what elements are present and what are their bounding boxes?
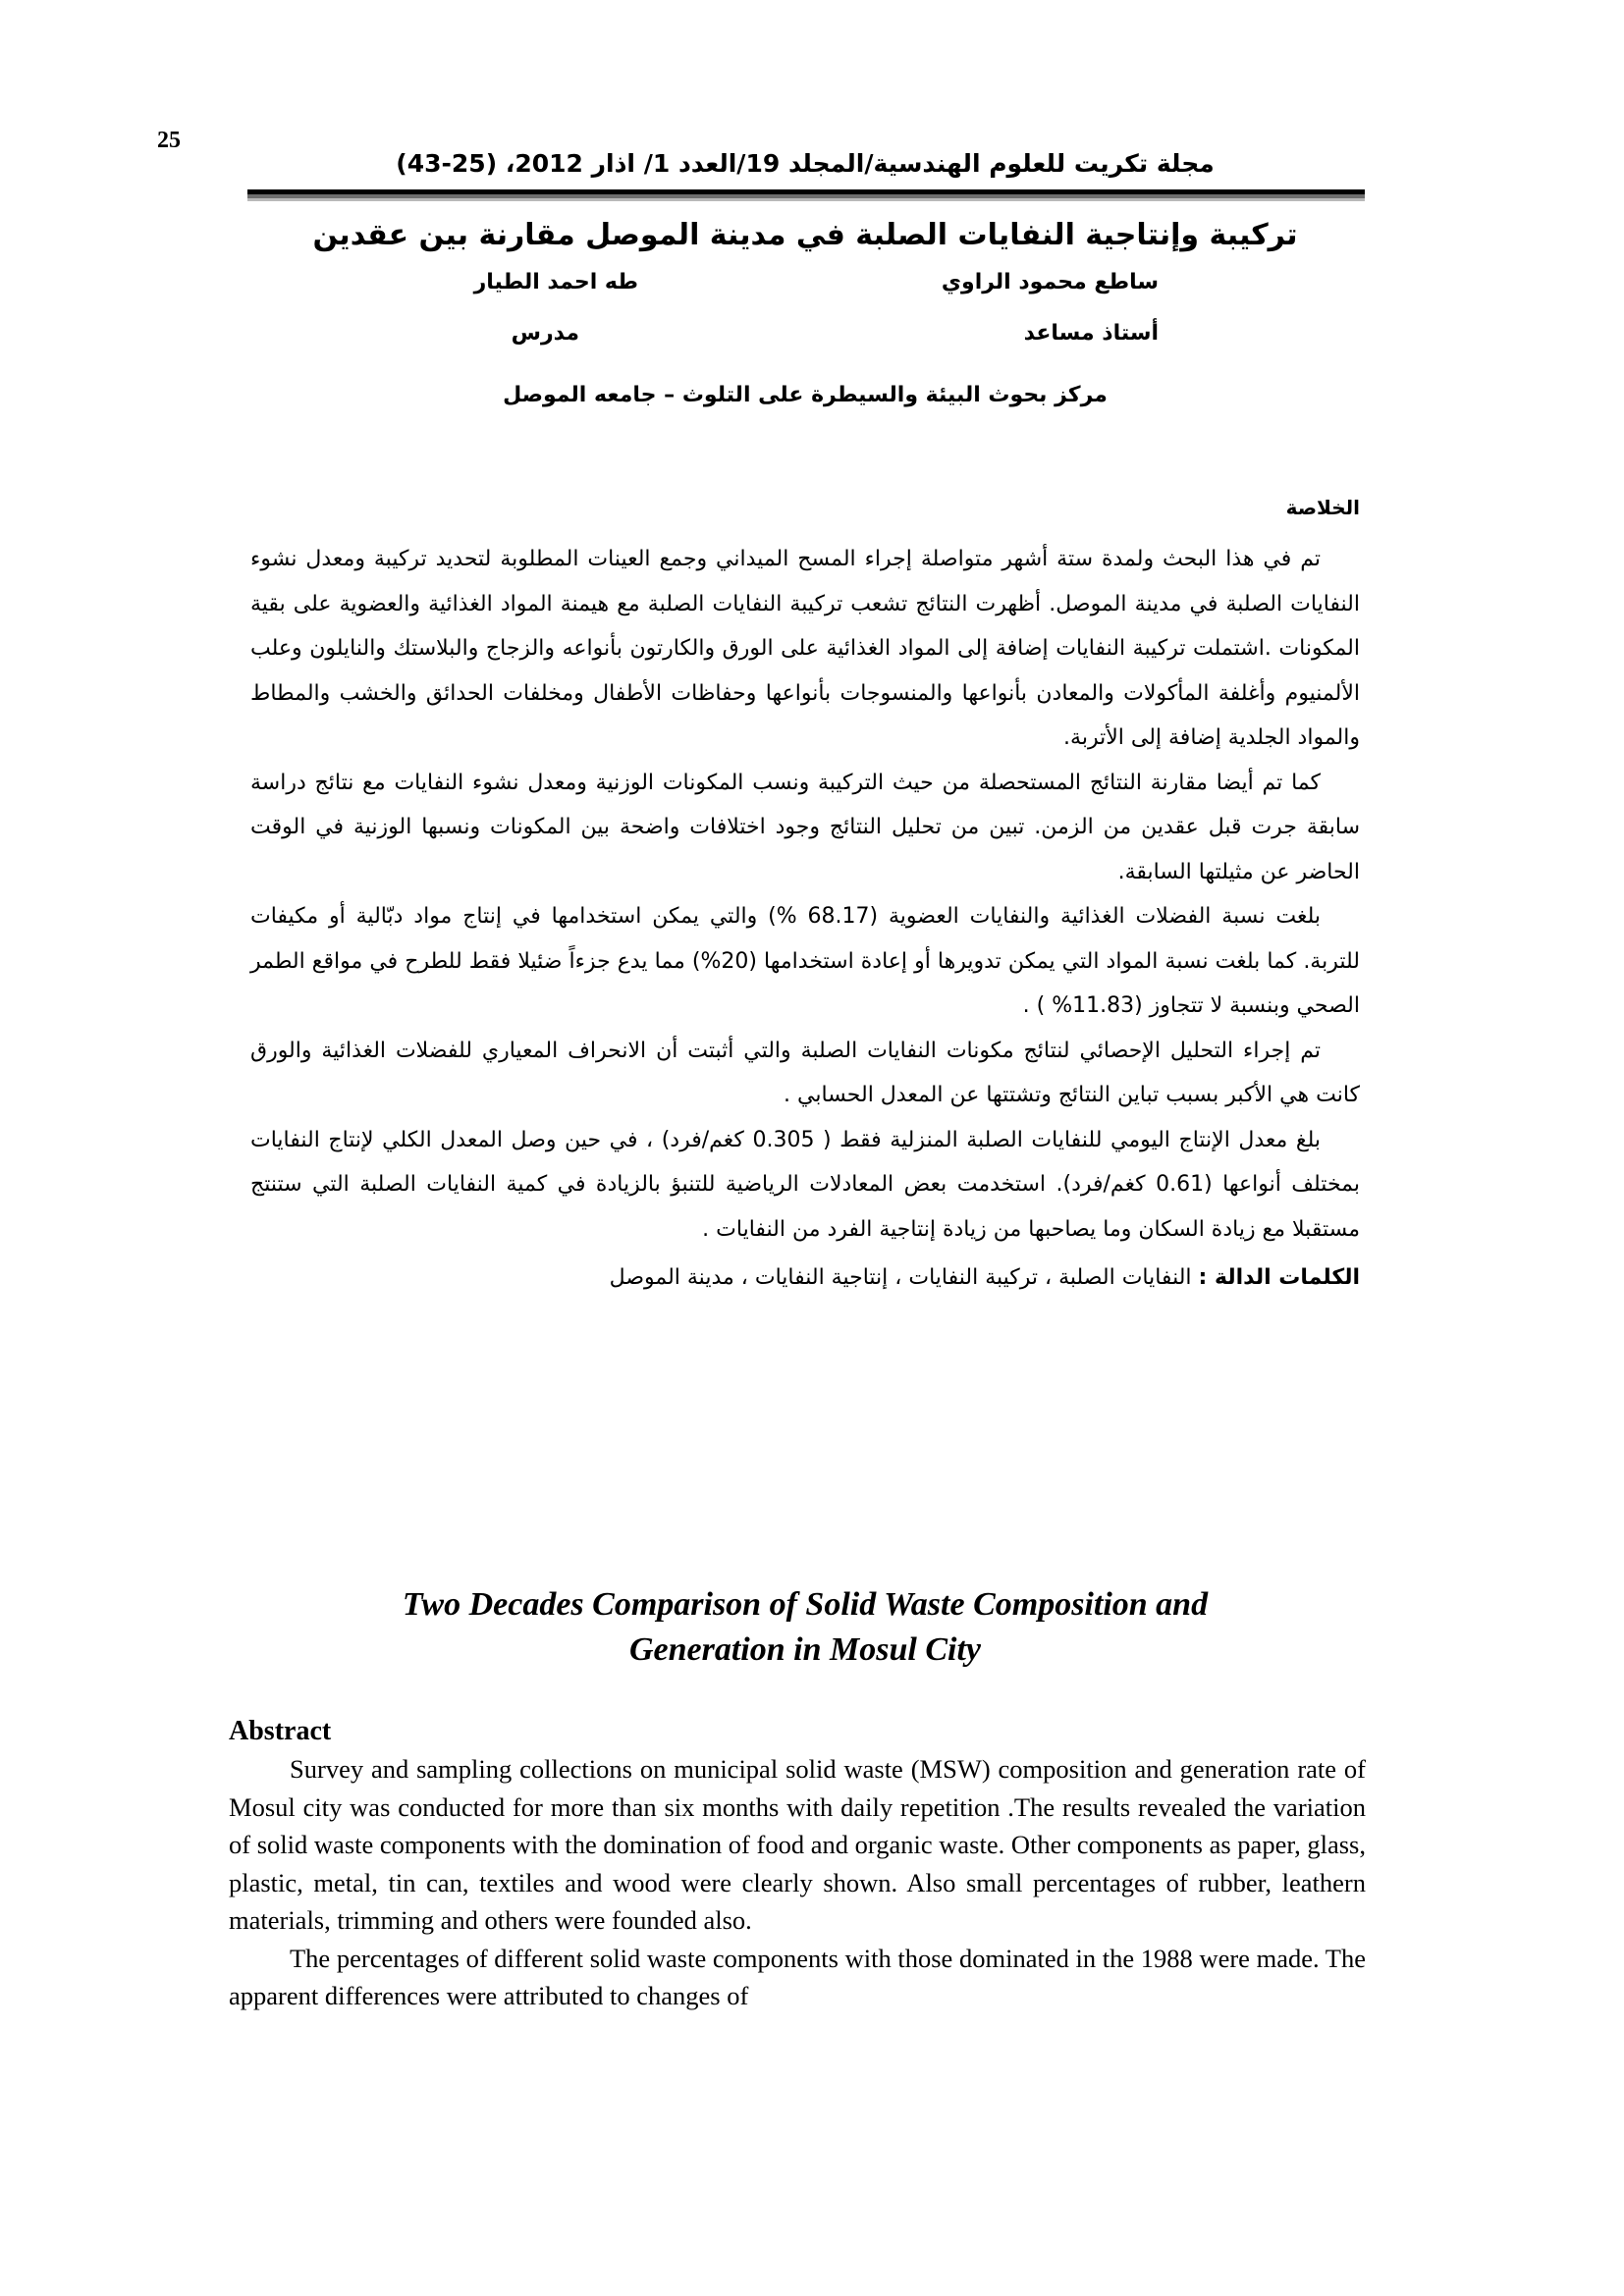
arabic-abstract-paragraph: بلغ معدل الإنتاج اليومي للنفايات الصلبة المنزلية فقط ( 0.305 كغم/فرد) ، في حين وصل المعدل الكلي لإنتاج النفايات بمختلف أنواعها (0.61 كغم/فرد). استخدمت بعض المعادلات الرياضية للتنبؤ بالزيادة في كمية النفايات الصلبة التي ستنتج مستقبلا مع زيادة السكان وما يصاحبها من زيادة إنتاجية الفرد من النفايات . bbox=[250, 1127, 1360, 1242]
affiliation: مركز بحوث البيئة والسيطرة على التلوث – جامعه الموصل bbox=[503, 383, 1108, 407]
english-abstract-heading: Abstract bbox=[229, 1716, 332, 1746]
author-rank: أستاذ مساعد bbox=[1023, 321, 1159, 346]
header-rule bbox=[247, 189, 1365, 201]
author-name: طه احمد الطيار bbox=[473, 270, 638, 294]
author-ranks-row bbox=[245, 321, 1365, 372]
english-title-line: Two Decades Comparison of Solid Waste Composition and bbox=[402, 1586, 1209, 1623]
english-abstract bbox=[229, 1713, 1366, 2015]
page-number: 25 bbox=[157, 128, 181, 153]
english-abstract-paragraph: Survey and sampling collections on municipal solid waste (MSW) composition and generation rate of Mosul city was conducted for more than six months with daily repetition .The results revealed the variation of solid waste components with the domination of food and organic waste. Other components as paper, glass, plastic, metal, tin can, textiles and wood were clearly shown. Also small percentages of rubber, leathern materials, trimming and others were founded also. bbox=[229, 1754, 1366, 1935]
arabic-abstract-paragraph: تم في هذا البحث ولمدة ستة أشهر متواصلة إجراء المسح الميداني وجمع العينات المطلوبة لتحديد تركيبة ومعدل نشوء النفايات الصلبة في مدينة الموصل. أظهرت النتائج تشعب تركيبة النفايات الصلبة مع هيمنة المواد الغذائية والعضوية على بقية المكونات .اشتملت تركيبة النفايات إضافة إلى المواد الغذائية على الورق والكارتون بأنواعه والزجاج والبلاستك والنايلون وعلب الألمنيوم وأغلفة المأكولات والمعادن بأنواعها والمنسوجات بأنواعها وحفاظات الأطفال ومخلفات الحدائق والخشب والمطاط والمواد الجلدية إضافة إلى الأتربة. bbox=[250, 547, 1360, 750]
author-rank: مدرس bbox=[511, 321, 579, 346]
english-title-line: Generation in Mosul City bbox=[628, 1631, 981, 1668]
arabic-abstract-paragraph: تم إجراء التحليل الإحصائي لنتائج مكونات النفايات الصلبة والتي أثبتت أن الانحراف المعياري للفضلات الغذائية والورق كانت هي الأكبر بسبب تباين النتائج وتشتتها عن المعدل الحسابي . bbox=[250, 1038, 1360, 1107]
arabic-abstract-paragraph: كما تم أيضا مقارنة النتائج المستحصلة من حيث التركيبة ونسب المكونات الوزنية ومعدل نشوء النفايات مع نتائج دراسة سابقة جرت قبل عقدين من الزمن. تبين من تحليل النتائج وجود اختلافات واضحة بين المكونات ونسبها الوزنية في الوقت الحاضر عن مثيلتها السابقة. bbox=[250, 770, 1360, 884]
english-abstract-paragraph: The percentages of different solid waste components with those dominated in the 1988 were made. The apparent differences were attributed to changes of bbox=[229, 1943, 1366, 2010]
keywords-label: الكلمات الدالة : bbox=[1198, 1265, 1360, 1290]
author-names-row bbox=[245, 270, 1365, 321]
keywords-list: النفايات الصلبة ، تركيبة النفايات ، إنتاجية النفايات ، مدينة الموصل bbox=[609, 1265, 1192, 1290]
english-title bbox=[245, 1582, 1365, 1673]
author-name: ساطع محمود الراوي bbox=[941, 270, 1159, 294]
header-rule-light bbox=[247, 198, 1365, 201]
journal-running-header: مجلة تكريت للعلوم الهندسية/المجلد 19/العدد 1/ اذار 2012، (25-43) bbox=[396, 149, 1215, 178]
arabic-abstract bbox=[250, 496, 1360, 1301]
arabic-keywords bbox=[250, 1255, 1360, 1301]
authors-block bbox=[245, 270, 1365, 372]
arabic-title: تركيبة وإنتاجية النفايات الصلبة في مدينة الموصل مقارنة بين عقدين bbox=[312, 218, 1298, 252]
arabic-abstract-heading: الخلاصة bbox=[1285, 496, 1360, 519]
arabic-abstract-paragraph: بلغت نسبة الفضلات الغذائية والنفايات العضوية (68.17 %) والتي يمكن استخدامها في إنتاج مواد دبّالية أو مكيفات للتربة. كما بلغت نسبة المواد التي يمكن تدويرها أو إعادة استخدامها (20%) مما يدع جزءاً ضئيلا فقط للطرح في مواقع الطمر الصحي وبنسبة لا تتجاوز (11.83% ) . bbox=[250, 904, 1360, 1018]
